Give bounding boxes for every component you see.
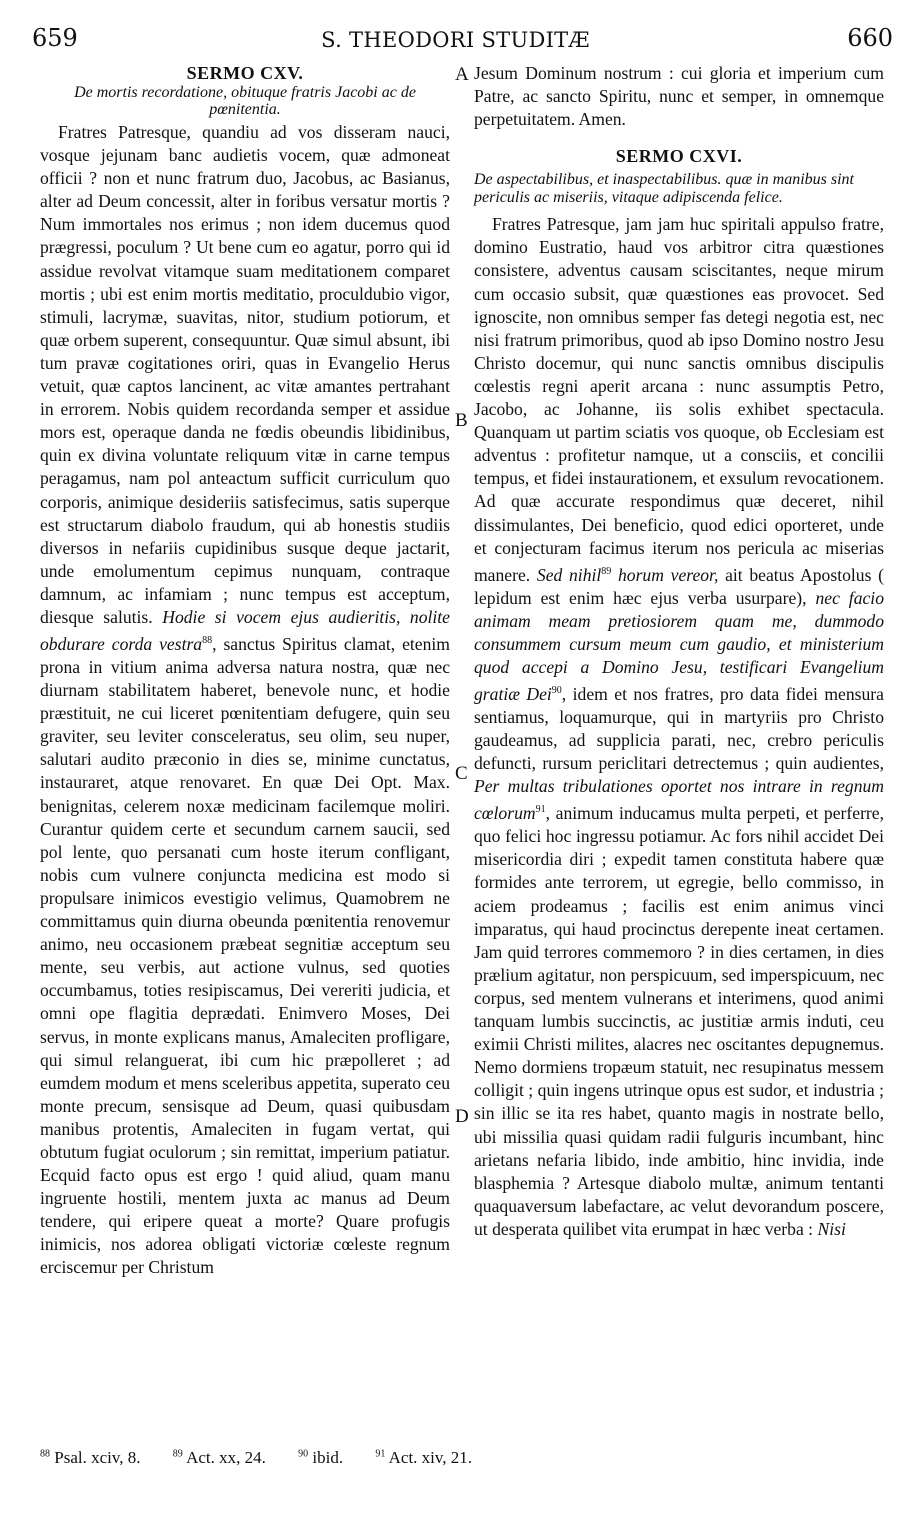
sermon-cxvi-text — [474, 213, 884, 1241]
section-marker-a: A — [455, 64, 469, 85]
text-run: Fratres Patresque, quandiu ad vos disseram nauci, vosque jejunam banc audietis vocem, quæ admoneat officii ? non et nunc fratrum duo, Jacobus, ac Basianus, alter ad Deum concessit, alter in foribus versatur mortis ? Num immortales nos erimus ; non idem ducemus quod prægressi, poculum ? Ut bene cum eo agatur, porro qui id assidue revolvat vitamque suam meditationem comparet mortis ; ubi est enim mortis meditatio, proculdubio vigor, stimuli, lacrymæ, suavitas, nitor, studium potiorum, et quæ orbem superent, consequuntur. Quæ simul absunt, ibi tum pravæ cogitationes oriri, quas in Evangelio Herus vetuit, quæ captos lancinent, ac vitæ amantes pertrahant in errorem. Nobis quidem recordanda semper et assidue mors est, operaque danda ne fœdis obeundis libidinibus, quin ex divina voluntate reliquum vitæ in carne tempus peragamus, nam pol anteactum sufficit curriculum quo corporis, animique desideriis satisfecimus, satis superque est structarum diabolo fraudum, qui ab honestis studiis diversos in nefariis cupidinibus susque deque jactarit, unde emolumentum cepimus nunquam, contraque damnum, ac infamiam ; nunc tempus est acceptum, diesque salutis. — [40, 122, 450, 627]
sermon-subtitle-cxvi: De aspectabilibus, et inaspectabilibus. quæ in manibus sint periculis ac miseriis, vitaque adipiscenda felice. — [474, 171, 854, 207]
footnote-text: Act. xx, 24. — [186, 1448, 266, 1467]
section-marker-b: B — [455, 410, 468, 431]
section-marker-d: D — [455, 1106, 469, 1127]
scripture-quote: Nisi — [817, 1218, 846, 1239]
footnote-number: 89 — [172, 1448, 183, 1460]
left-column — [40, 62, 450, 1280]
text-run: , animum inducamus multa perpeti, et perferre, quo felici hoc ingressu potiamur. Ac fors nihil accidet Dei misericordia diri ; expedit tamen constituta habere quæ formides ante terrorem, ut egregie, bello commisso, in aciem prodeamus ; facilis est enim animus vinci imparatus, qui haud procinctus derepente ineat certamen. Jam quid terrores commemoro ? in dies certamen, in dies prælium agitatur, non perspicuum, sed imperspicuum, nec corpus, sed mentem vulnerans et interimens, quod animi tanquam lumbis succinctis, ac justitiæ armis induti, ceu eximii Christi milites, alacres nec oscitantes depugnemus. Nemo dormiens tropæum statuit, nec resupinatus messem colligit ; quin ingens utrinque opus est sudor, et industria ; sin illic se ita res habet, quanto magis in nostrate bello, ubi missilia quasi quidam radii fulguris incumbant, hinc arietans nefaria libido, inde ambitio, hinc invidia, inde blasphemia ? Artesque diabolo multæ, animum tentanti quaquaversum labefactare, ac velut devorandum poscere, ut desperata quilibet vita erumpat in hæc verba : — [474, 803, 884, 1239]
sermon-title-cxvi: SERMO CXVI. — [615, 146, 743, 167]
footnote-ref: 91 — [535, 804, 546, 816]
footnote-text: ibid. — [312, 1448, 344, 1467]
right-column — [474, 62, 884, 1241]
left-page-number: 659 — [32, 24, 78, 52]
footnote — [40, 1448, 155, 1467]
text-run: , sanctus Spiritus clamat, etenim prona in vitium anima adversa natura nostra, quæ nec diurnam stabilitatem haberet, benevole nunc, et hodie præstituit, ne cui liceret pœnitentiam defugere, quin seu graviter, seu leviter consceleratus, seu olim, seu nuper, salutari audito præconio in dies se, minime cunctatus, instauraret, atque renovaret. En quæ Dei Opt. Max. benignitas, celerem noxæ medicinam facilemque moliri. Curantur quidem certe et secundum carnem saucii, sed pol lente, quo persanati cum hoste iterum confligant, nobis cum vulnere conjuncta medicina est modo si propulsare inimicos evestigio velimus, Quamobrem ne committamus quin diurna obeunda pœnitentia renovemur animo, neu occasionem præbeat segnitiæ acceptum seu mente, seu verbis, aut actione vulnus, sed quoties occumbamus, toties resipiscamus, Dei vereriti judicia, et omni ope flagitia deprædati. Enimvero Moses, Dei servus, in monte explicans manus, Amaleciten profligare, qui simul relanguerat, ibi cum hic præpolleret ; ad eumdem modum et mens sceleribus appetita, superato ceu monte precum, sensisque ad Deum, quasi quibusdam manibus protentis, Amaleciten in fugam vertat, qui obtutum fugiat oculorum ; sin remittat, imperium patiatur. Ecquid facto opus est ergo ! quid aliud, quam manu ingruente hostili, mentem juxta ac manus ad Deum tendere, qui eripere queat a morte? Quare profugis inimicis, nos adorea obligati victoriæ cœleste regnum erciscemur per Christum — [40, 633, 450, 1278]
footnotes — [40, 1448, 900, 1468]
sermon-title-cxv: SERMO CXV. — [186, 63, 304, 83]
footnote-ref: 88 — [202, 635, 213, 647]
footnote-ref: 89 — [601, 565, 612, 577]
scripture-quote: Sed nihil — [536, 564, 602, 585]
scripture-quote: Hodie si vocem ejus audieritis, nolite obdurare corda vestra — [40, 606, 450, 654]
section-marker-c: C — [455, 763, 468, 784]
running-header — [0, 20, 911, 60]
footnote-number: 90 — [298, 1448, 309, 1460]
footnote-text: Psal. xciv, 8. — [54, 1448, 141, 1467]
text-run: ait beatus Apostolus ( lepidum est enim hæc ejus verba usurpare), — [474, 564, 884, 608]
footnote-number: 91 — [375, 1448, 386, 1460]
right-page-number: 660 — [847, 24, 893, 52]
sermon-cxv-ending: Jesum Dominum nostrum : cui gloria et imperium cum Patre, ac sancto Spiritu, nunc et semper, in omnemque perpetuitatem. Amen. — [474, 63, 884, 130]
running-title: S. THEODORI STUDITÆ — [321, 28, 590, 52]
scripture-quote: Per multas tribulationes oportet nos intrare in regnum cœlorum — [474, 776, 884, 824]
sermon-subtitle-cxv: De mortis recordatione, obituque fratris Jacobi ac de pœnitentia. — [74, 84, 416, 118]
footnote — [375, 1448, 486, 1467]
scripture-quote: nec facio animam meam pretiosiorem quam me, dummodo consummem cursum meum cum gaudio, et ministerium quod accepi a Domino Jesu, testificari Evangelium gratiæ Dei — [474, 587, 884, 704]
footnote — [173, 1448, 280, 1467]
text-run: Fratres Patresque, jam jam huc spiritali appulso fratre, domino Eustratio, haud vos arbitror citra quæstiones consistere, adventus causam sciscitantes, neque mirum cum occasio subsit, quæ quæstiones eas provocet. Sed ignoscite, non omnibus semper fas detegi negotia est, nec nisi fratrum primoribus, quod ab ipso Domino nostro Jesu Christo docemur, qui nunc sanctis omnibus discipulis cœlestis regni aperit arcana : nunc assumptis Petro, Jacobo, ac Johanne, iis solis exhibet spectacula. Quanquam ut partim sciatis vos quoque, ob Ecclesiam est adventus : profitetur namque, ut a consciis, et concilii tempus, et fidei instaurationem, et exsulum revocationem. Ad quæ accurate respondimus quæ deceret, nihil dissimulantes, Dei beneficio, quod edici oporteret, unde et conjecturam facimus iterum nos pericula ac miserias manere. — [474, 214, 884, 585]
footnote — [298, 1448, 357, 1467]
scripture-quote: horum vereor, — [617, 564, 719, 585]
footnote-text: Act. xiv, 21. — [388, 1448, 473, 1467]
sermon-cxv-text — [40, 121, 450, 1280]
footnote-number: 88 — [40, 1448, 50, 1460]
footnote-ref: 90 — [551, 685, 562, 697]
text-run: , idem et nos fratres, pro data fidei mensura sentiamus, loquamurque, qui in martyriis pro Christo gaudeamus, ad supplicia parati, nec, crebro periculis defuncti, rursum periclitari detrectemus ; quin audientes, — [474, 683, 884, 774]
